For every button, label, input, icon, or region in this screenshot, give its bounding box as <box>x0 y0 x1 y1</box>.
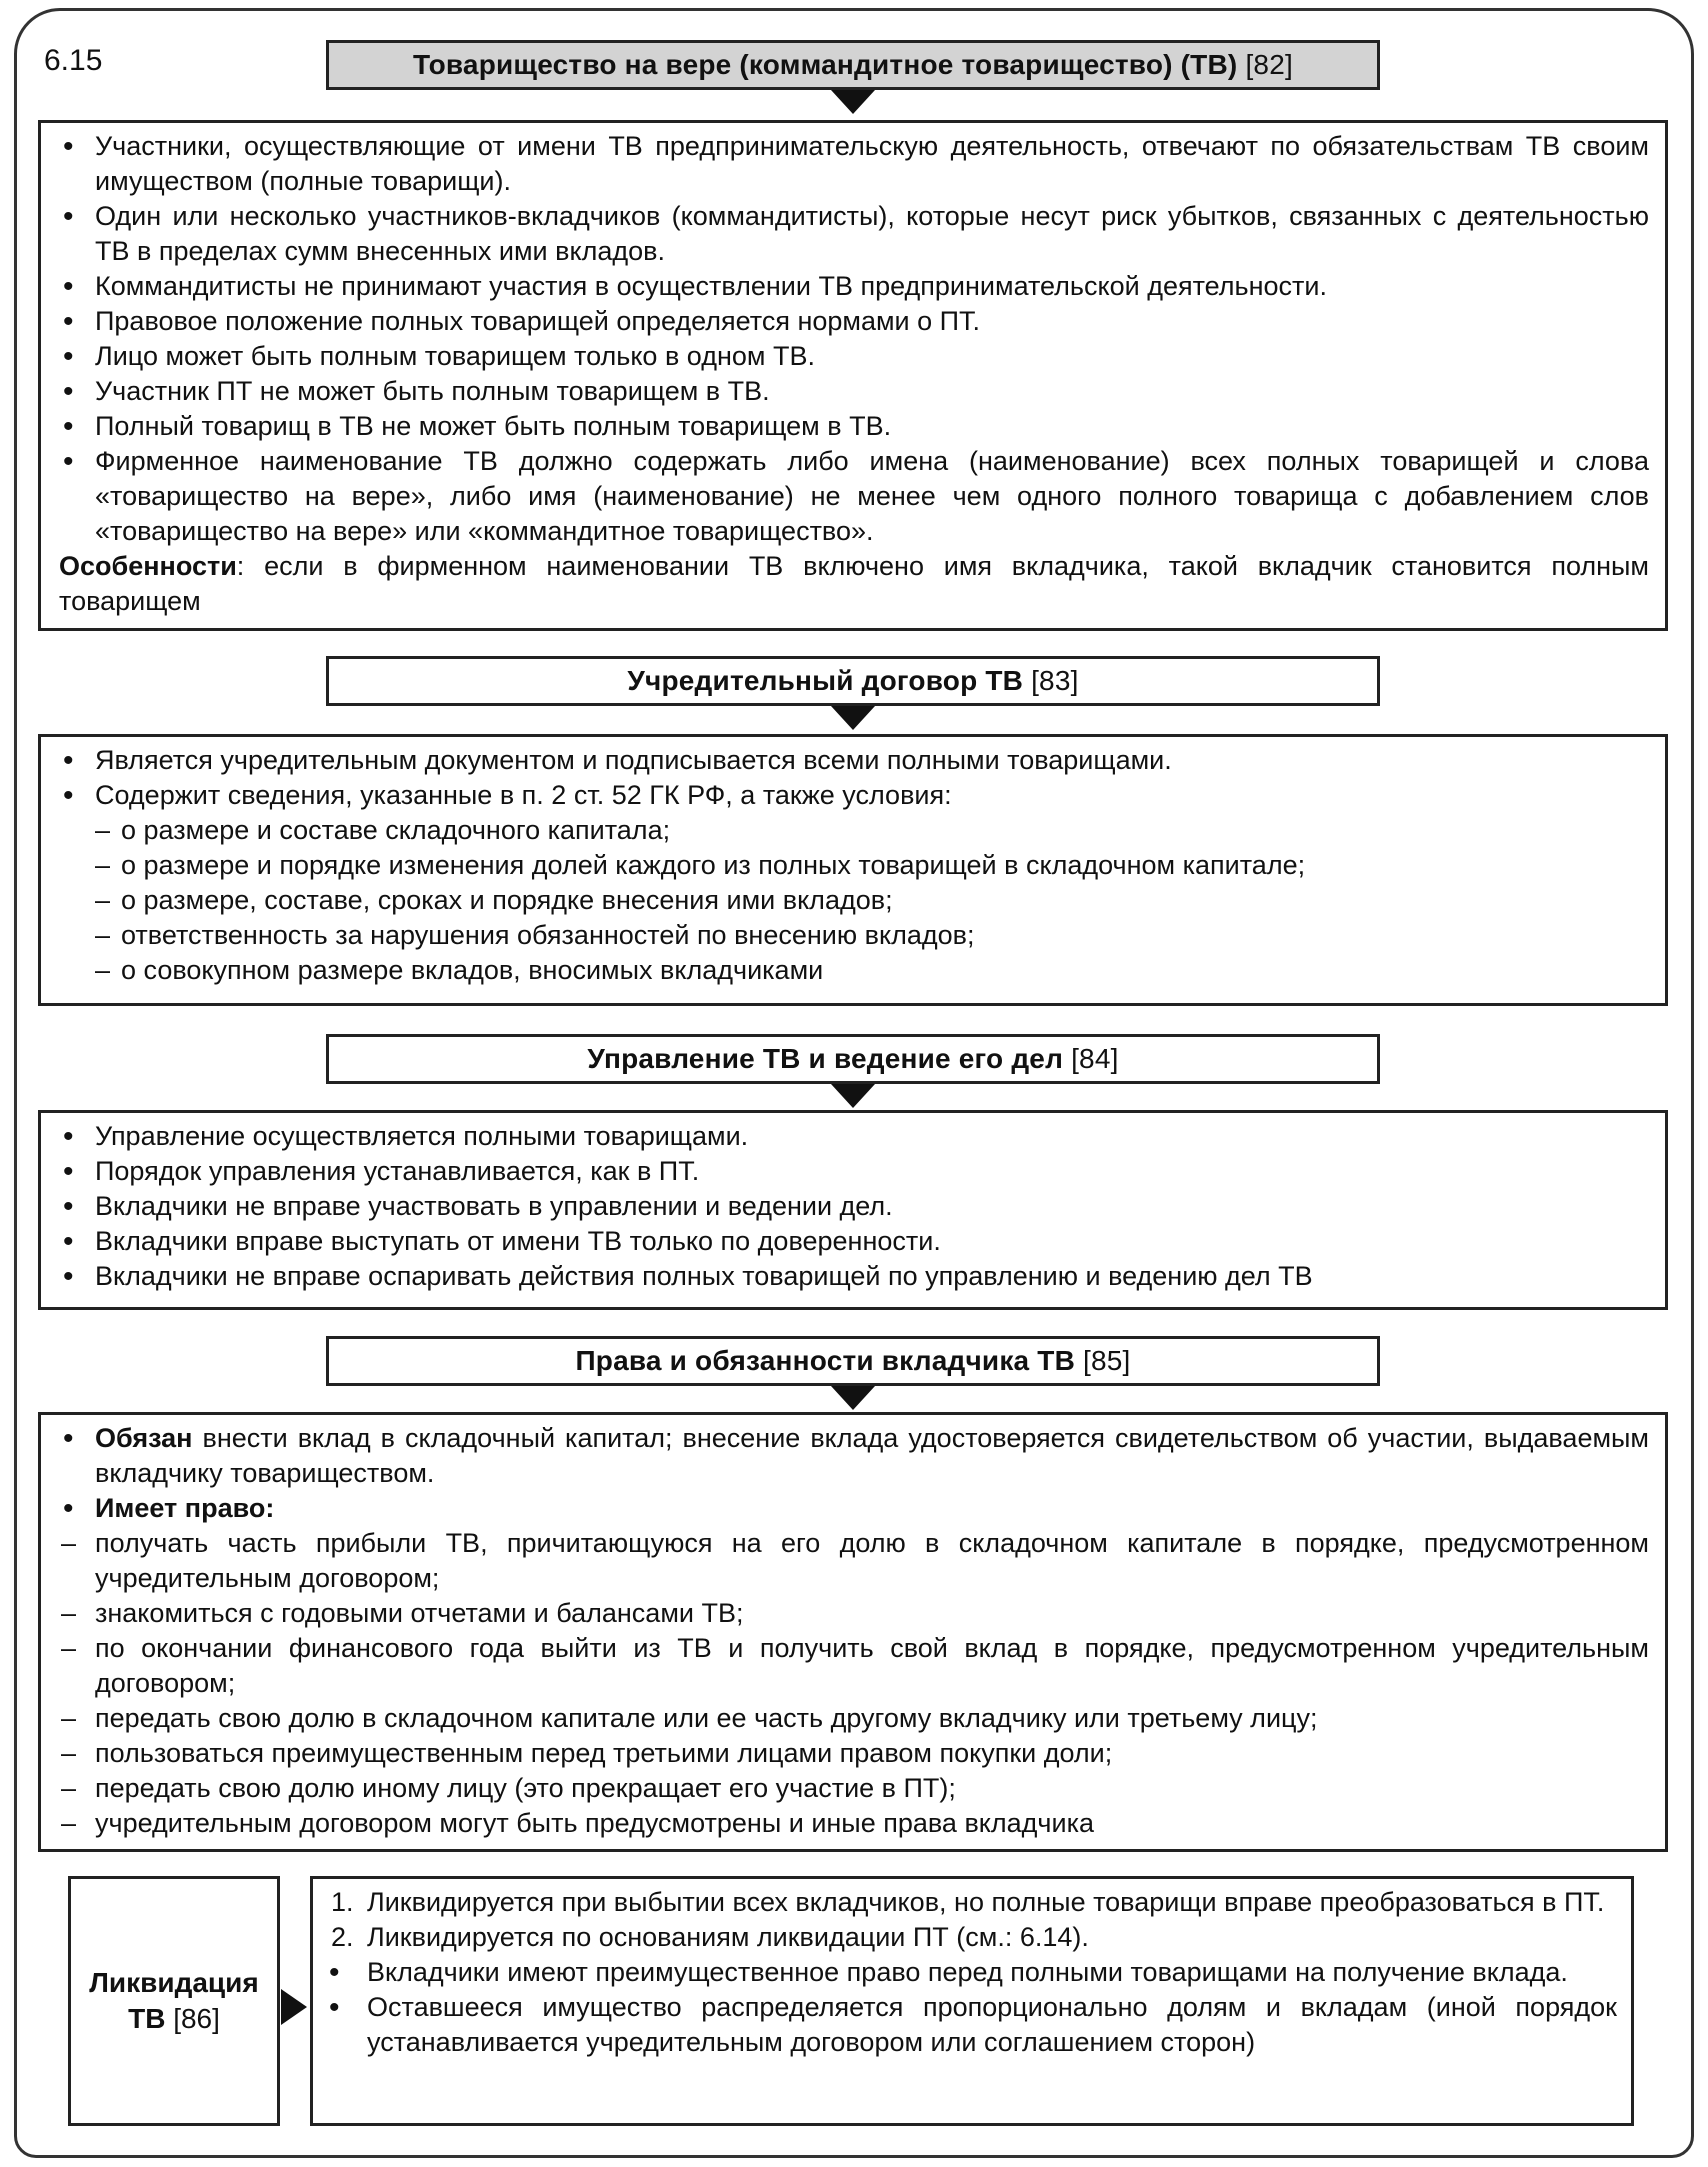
main-bullet: • Участники, осуществляющие от имени ТВ предпринимательскую деятельность, отвечают по обязательствам ТВ своим имуществом (полные товарищи). <box>59 129 1649 199</box>
main-note-label: Особенности <box>59 551 237 581</box>
main-arrow-icon <box>831 90 875 114</box>
founding-title-box <box>326 656 1380 706</box>
founding-bullet: • Является учредительным документом и подписывается всеми полными товарищами. <box>59 743 1649 778</box>
rights-title-ref: [85] <box>1083 1345 1131 1376</box>
management-bullet: • Порядок управления устанавливается, как в ПТ. <box>59 1154 1649 1189</box>
rights-has-right <box>59 1491 1649 1526</box>
main-title-box <box>326 40 1380 90</box>
liquidation-title-ref: [86] <box>173 2003 220 2034</box>
rights-obliged <box>59 1421 1649 1491</box>
liquidation-bullet: • Вкладчики имеют преимущественное право перед полными товарищами на получение вклада. <box>323 1955 1617 1990</box>
rights-title-box <box>326 1336 1380 1386</box>
liquidation-numbered-item: 1. Ликвидируется при выбытии всех вкладчиков, но полные товарищи вправе преобразоваться в ПТ. <box>331 1887 1605 1917</box>
founding-bullet: • Содержит сведения, указанные в п. 2 ст. 52 ГК РФ, а также условия: <box>59 778 1649 813</box>
liquidation-title-line2: ТВ [86] <box>128 2003 220 2034</box>
rights-obliged-text: внести вклад в складочный капитал; внесение вклада удостоверяется свидетельством об участии, выдаваемым вкладчику товариществом. <box>95 1423 1649 1488</box>
founding-subitem: – о совокупном размере вкладов, вносимых вкладчиками <box>59 953 1649 988</box>
liquidation-title-box <box>68 1876 280 2126</box>
management-bullet: • Вкладчики не вправе участвовать в управлении и ведении дел. <box>59 1189 1649 1224</box>
main-bullet: • Полный товарищ в ТВ не может быть полным товарищем в ТВ. <box>59 409 1649 444</box>
management-bullet: • Вкладчики вправе выступать от имени ТВ только по доверенности. <box>59 1224 1649 1259</box>
rights-arrow-icon <box>831 1386 875 1410</box>
figure-number: 6.15 <box>44 44 103 77</box>
main-bullet: • Фирменное наименование ТВ должно содержать либо имена (наименование) всех полных товарищей и слова «товарищество на вере», либо имя (наименование) не менее чем одного полного товарища с добавлением слов «товарищество на вере» или «коммандитное товарищество». <box>59 444 1649 549</box>
management-title: Управление ТВ и ведение его дел <box>587 1043 1064 1074</box>
management-title-box <box>326 1034 1380 1084</box>
founding-content-box <box>38 734 1668 1006</box>
founding-title: Учредительный договор ТВ <box>627 665 1024 696</box>
main-bullet: • Правовое положение полных товарищей определяется нормами о ПТ. <box>59 304 1649 339</box>
main-bullet: • Лицо может быть полным товарищем только в одном ТВ. <box>59 339 1649 374</box>
rights-item: – знакомиться с годовыми отчетами и балансами ТВ; <box>59 1596 1649 1631</box>
main-title: Товарищество на вере (коммандитное товарищество) (ТВ) <box>413 49 1238 80</box>
management-bullet: • Вкладчики не вправе оспаривать действия полных товарищей по управлению и ведению дел ТВ <box>59 1259 1649 1294</box>
founding-subitem: – ответственность за нарушения обязанностей по внесению вкладов; <box>59 918 1649 953</box>
rights-obliged-label: Обязан <box>95 1423 193 1453</box>
founding-subitem: – о размере и порядке изменения долей каждого из полных товарищей в складочном капитале; <box>59 848 1649 883</box>
main-bullet: • Участник ПТ не может быть полным товарищем в ТВ. <box>59 374 1649 409</box>
main-title-ref: [82] <box>1245 49 1293 80</box>
management-bullet: • Управление осуществляется полными товарищами. <box>59 1119 1649 1154</box>
main-bullet: • Коммандитисты не принимают участия в осуществлении ТВ предпринимательской деятельности. <box>59 269 1649 304</box>
rights-item: – пользоваться преимущественным перед третьими лицами правом покупки доли; <box>59 1736 1649 1771</box>
management-arrow-icon <box>831 1084 875 1108</box>
rights-title: Права и обязанности вкладчика ТВ <box>575 1345 1076 1376</box>
rights-item: – по окончании финансового года выйти из ТВ и получить свой вклад в порядке, предусмотренном учредительным договором; <box>59 1631 1649 1701</box>
founding-title-ref: [83] <box>1031 665 1079 696</box>
liquidation-numbered-item: 2. Ликвидируется по основаниям ликвидации ПТ (см.: 6.14). <box>331 1922 1089 1952</box>
main-note <box>59 549 1649 619</box>
rights-item: – получать часть прибыли ТВ, причитающуюся на его долю в складочном капитале в порядке, предусмотренном учредительным договором; <box>59 1526 1649 1596</box>
rights-item: – учредительным договором могут быть предусмотрены и иные права вкладчика <box>59 1806 1649 1841</box>
management-content-box <box>38 1110 1668 1310</box>
main-content-box <box>38 120 1668 631</box>
founding-subitem: – о размере, составе, сроках и порядке внесения ими вкладов; <box>59 883 1649 918</box>
founding-arrow-icon <box>831 706 875 730</box>
main-bullet: • Один или несколько участников-вкладчиков (коммандитисты), которые несут риск убытков, связанных с деятельностью ТВ в пределах сумм внесенных ими вкладов. <box>59 199 1649 269</box>
founding-subitem: – о размере и составе складочного капитала; <box>59 813 1649 848</box>
management-title-ref: [84] <box>1071 1043 1119 1074</box>
liquidation-arrow-icon <box>281 1989 307 2025</box>
liquidation-title: Ликвидация <box>89 1967 259 1998</box>
liquidation-content-box <box>310 1876 1634 2126</box>
liquidation-bullet: • Оставшееся имущество распределяется пропорционально долям и вкладам (иной порядок устанавливается учредительным договором или соглашением сторон) <box>323 1990 1617 2060</box>
rights-has-right-label: Имеет право: <box>95 1493 275 1523</box>
main-note-text: : если в фирменном наименовании ТВ включено имя вкладчика, такой вкладчик становится полным товарищем <box>59 551 1649 616</box>
rights-content-box <box>38 1412 1668 1852</box>
rights-item: – передать свою долю иному лицу (это прекращает его участие в ПТ); <box>59 1771 1649 1806</box>
rights-item: – передать свою долю в складочном капитале или ее часть другому вкладчику или третьему лицу; <box>59 1701 1649 1736</box>
